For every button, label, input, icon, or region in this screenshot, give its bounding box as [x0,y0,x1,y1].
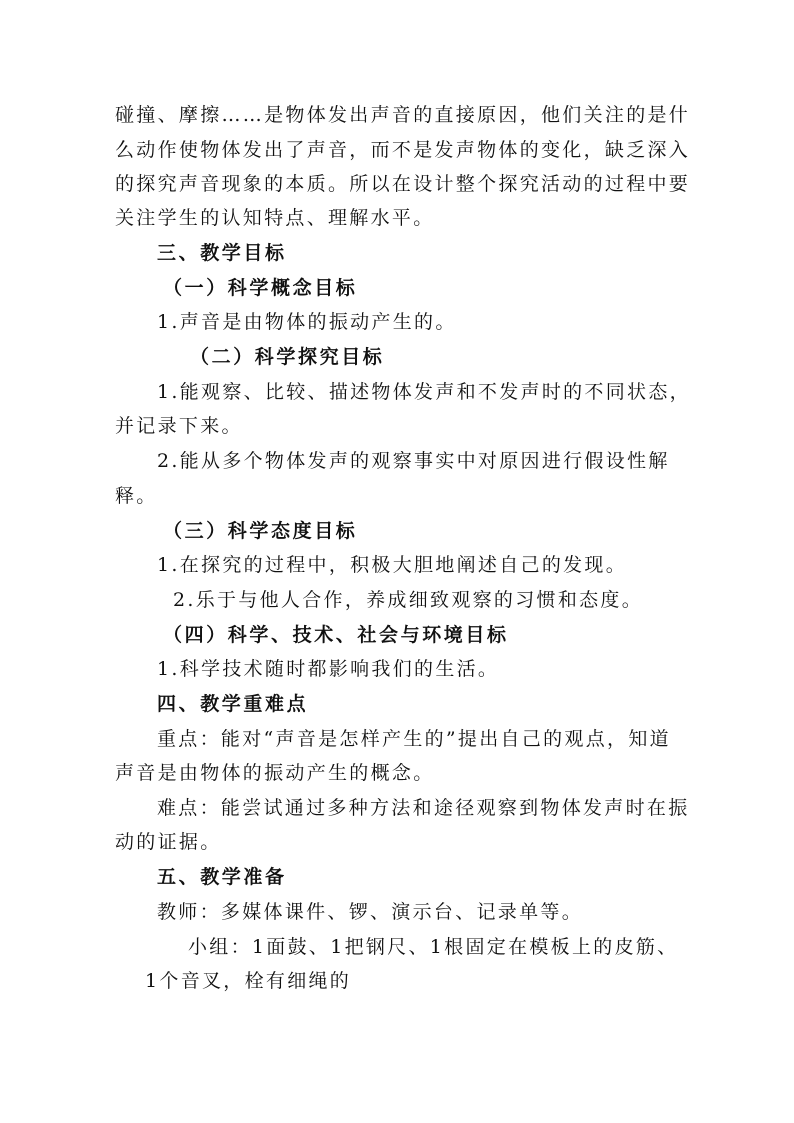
difficult-point-line-1: 难点：能尝试通过多种方法和途径观察到物体发声时在振 [157,797,690,819]
sts-goals-heading: （四）科学、技术、社会与环境目标 [163,624,509,646]
group-preparation-line-1: 小组：1面鼓、1把钢尺、1根固定在模板上的皮筋、 [188,936,679,958]
teacher-preparation: 教师：多媒体课件、锣、演示台、记录单等。 [157,901,584,923]
inquiry-goal-2-line-1: 2.能从多个物体发声的观察事实中对原因进行假设性解 [157,450,670,472]
concept-goals-heading: （一）科学概念目标 [163,277,358,299]
key-point-line-2: 声音是由物体的振动产生的概念。 [115,762,435,784]
attitude-goal-2: 2.乐于与他人合作，养成细致观察的习惯和态度。 [173,589,644,611]
intro-line-3: 的探究声音现象的本质。所以在设计整个探究活动的过程中要 [115,173,691,195]
intro-line-4: 关注学生的认知特点、理解水平。 [115,207,435,229]
intro-line-1: 碰撞、摩擦……是物体发出声音的直接原因，他们关注的是什 [115,104,691,126]
attitude-goals-heading: （三）科学态度目标 [163,520,358,542]
key-point-line-1: 重点：能对“声音是怎样产生的”提出自己的观点，知道 [157,728,671,750]
inquiry-goal-1-line-2: 并记录下来。 [115,415,243,437]
section-5-heading: 五、教学准备 [157,866,287,888]
section-3-heading: 三、教学目标 [157,242,287,264]
attitude-goal-1: 1.在探究的过程中，积极大胆地阐述自己的发现。 [157,554,628,576]
section-4-heading: 四、教学重难点 [157,693,309,715]
inquiry-goal-1-line-1: 1.能观察、比较、描述物体发声和不发声时的不同状态， [157,381,691,403]
concept-goal-1: 1.声音是由物体的振动产生的。 [157,311,457,333]
inquiry-goals-heading: （二）科学探究目标 [190,346,385,368]
group-preparation-line-2: 1个音叉，栓有细绳的 [145,970,352,992]
intro-line-2: 么动作使物体发出了声音，而不是发声物体的变化，缺乏深入 [115,139,691,161]
difficult-point-line-2: 动的证据。 [115,831,222,853]
sts-goal-1: 1.科学技术随时都影响我们的生活。 [157,658,500,680]
inquiry-goal-2-line-2: 释。 [115,485,158,507]
